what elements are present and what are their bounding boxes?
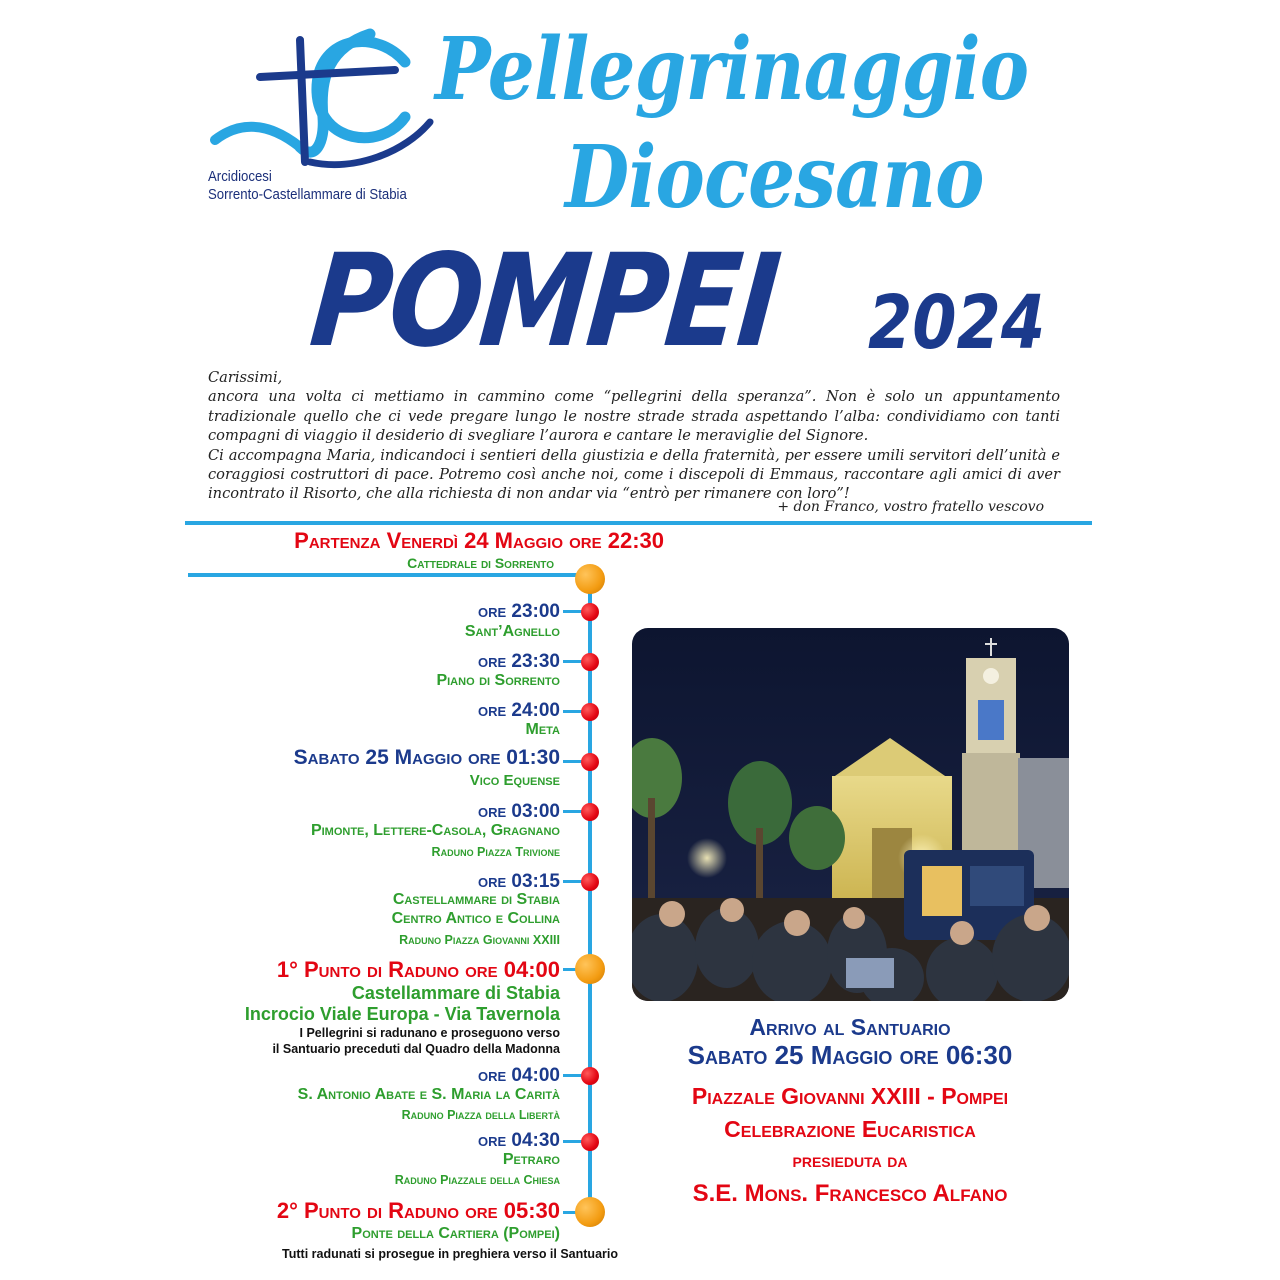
letter-greeting: Carissimi, (208, 369, 283, 386)
stop-marker (581, 653, 599, 671)
stop-place: S. Antonio Abate e S. Maria la Carità (297, 1086, 560, 1103)
diocese-name-line1: Arcidiocesi (208, 168, 272, 185)
stop-place: Vico Equense (469, 772, 560, 789)
stop-time: ore 24:00 (477, 700, 560, 721)
gathering-point-time: 2° Punto di Raduno ore 05:30 (276, 1198, 560, 1223)
stop-place: Pimonte, Lettere-Casola, Gragnano (310, 822, 560, 839)
stop-marker (581, 1067, 599, 1085)
letter-paragraph-2: Ci accompagna Maria, indicandoci i sentieri della giustizia e della fraternità, per essere umili servitori dell’unità e coraggiosi costruttori di pace. Potremo così anche noi, come i discepoli di Emmaus, raccontare agli amici di aver incontrato il Risorto, che alla richiesta di non andar via “entrò per rimanere con loro”! (208, 446, 1060, 503)
departure-label: Partenza Venerdì 24 Maggio ore 22:30 (294, 528, 664, 553)
bishop-letter (208, 368, 1060, 504)
letter-paragraph-1: ancora una volta ci mettiamo in cammino come “pellegrini della speranza”. Non è solo un appuntamento tradizionale quello che ci vede pregare lungo le nostre strade strada aspettando l’alba: condividiamo con tanti compagni di viaggio il desiderio di svegliare l’aurora e cantare le meraviglie del Signore. (208, 388, 1060, 445)
departure-place: Cattedrale di Sorrento (407, 555, 554, 571)
stop-time: ore 23:30 (477, 651, 560, 672)
stop-note: Tutti radunati si prosegue in preghiera verso il Santuario (282, 1247, 618, 1261)
stop-time: Sabato 25 Maggio ore 01:30 (293, 746, 560, 769)
stop-place: Castellammare di Stabia (392, 891, 560, 908)
gathering-point-marker (575, 954, 605, 984)
title-line1: Pellegrinaggio (435, 19, 1029, 120)
stop-time: ore 04:00 (477, 1065, 560, 1086)
arrival-presider: S.E. Mons. Francesco Alfano (692, 1180, 1008, 1207)
timeline-start-marker (575, 564, 605, 594)
stop-place: Sant’Agnello (464, 623, 560, 640)
stop-place: Castellammare di Stabia (351, 983, 560, 1003)
stop-note: I Pellegrini si radunano e proseguono verso (299, 1026, 560, 1040)
stop-place: Meta (525, 721, 560, 738)
church-night-photo (632, 628, 1069, 1001)
stop-place: Ponte della Cartiera (Pompei) (351, 1225, 560, 1242)
stop-note: Raduno Piazza della Libertà (401, 1108, 560, 1122)
diocese-name-line2: Sorrento-Castellammare di Stabia (208, 186, 407, 203)
stop-place: Piano di Sorrento (436, 672, 560, 689)
stop-marker (581, 753, 599, 771)
arrival-datetime: Sabato 25 Maggio ore 06:30 (687, 1040, 1013, 1070)
stop-marker (581, 703, 599, 721)
stop-marker (581, 1133, 599, 1151)
stop-note: Raduno Piazzale della Chiesa (394, 1173, 560, 1187)
stop-place-detail: Centro Antico e Collina (391, 910, 560, 927)
stop-marker (581, 803, 599, 821)
arrival-title: Arrivo al Santuario (749, 1014, 951, 1040)
arrival-place: Piazzale Giovanni XXIII - Pompei (691, 1083, 1009, 1109)
gathering-point-time: 1° Punto di Raduno ore 04:00 (276, 957, 560, 982)
title-place: POMPEI (304, 227, 784, 376)
section-divider (185, 521, 1092, 525)
letter-signature: + don Franco, vostro fratello vescovo (777, 499, 1044, 515)
timeline-line (588, 585, 592, 1210)
diocese-name (208, 168, 407, 204)
stop-place: Petraro (502, 1151, 560, 1168)
arrival-event: Celebrazione Eucaristica (724, 1116, 976, 1142)
stop-marker (581, 873, 599, 891)
stop-note: Raduno Piazza Trivione (431, 845, 560, 859)
stop-time: ore 23:00 (477, 601, 560, 622)
title-line2: Diocesano (565, 127, 984, 228)
title-year: 2024 (868, 280, 1046, 366)
arrival-presided-label: presieduta da (792, 1150, 908, 1172)
stop-marker (581, 603, 599, 621)
stop-time: ore 03:00 (477, 801, 560, 822)
stop-time: ore 03:15 (477, 871, 560, 892)
departure-line (188, 573, 583, 577)
stop-place-detail: Incrocio Viale Europa - Via Tavernola (244, 1004, 560, 1024)
stop-note: Raduno Piazza Giovanni XXIII (399, 933, 560, 947)
stop-note-detail: il Santuario preceduti dal Quadro della Madonna (272, 1042, 560, 1056)
stop-time: ore 04:30 (477, 1130, 560, 1151)
